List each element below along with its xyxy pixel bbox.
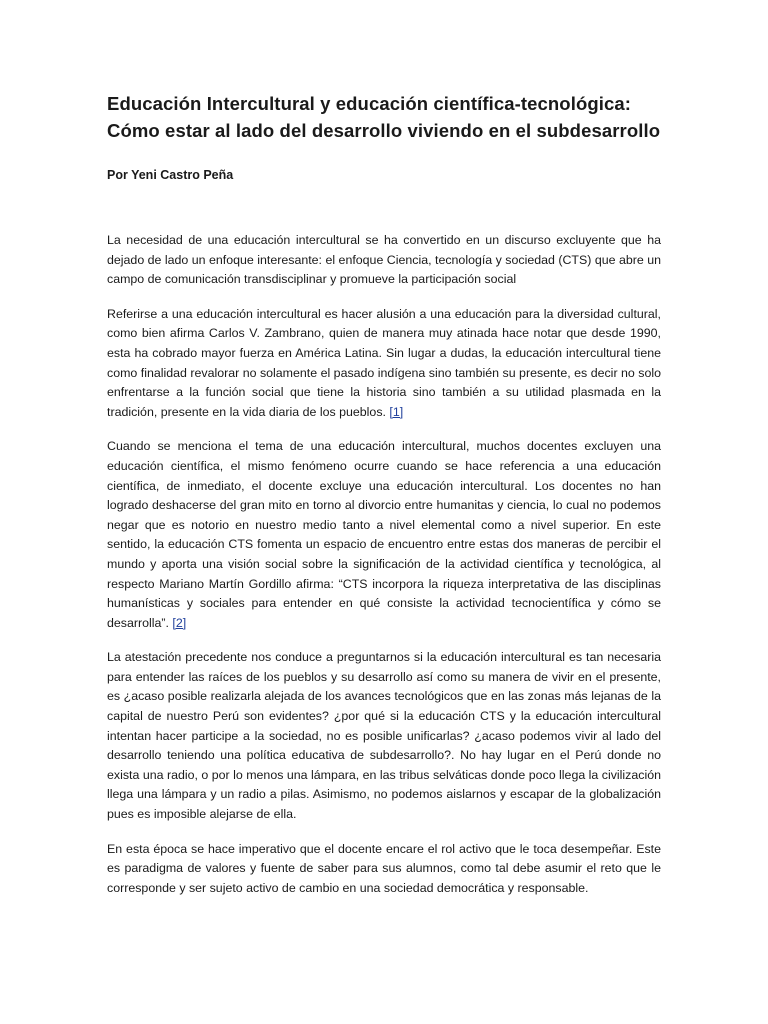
- document-body: [107, 231, 661, 898]
- author-line: Por Yeni Castro Peña: [107, 168, 234, 182]
- paragraph-text: La atestación precedente nos conduce a preguntarnos si la educación intercultural es tan necesaria para entender las raíces de los pueblos y su desarrollo así como su manera de vivir en el presente, es ¿acaso posible realizarla alejada de los avances tecnológicos que en las zonas más lejanas de la capital de nuestro Perú son evidentes? ¿por qué si la educación CTS y la educación intercultural intentan hacer participe a la sociedad, no es posible unificarlas? ¿acaso podemos vivir al lado del desarrollo teniendo una política educativa de subdesarrollo?. No hay lugar en el Perú donde no exista una radio, o por lo menos una lámpara, en las tribus selváticas donde poco llega la civilización llega una lámpara y un radio a pilas. Asimismo, no podemos aislarnos y escapar de la globalización pues es imposible alejarse de ella.: [107, 650, 661, 822]
- paragraph-text: En esta época se hace imperativo que el docente encare el rol activo que le toca desempeñar. Este es paradigma de valores y fuente de saber para sus alumnos, como tal debe asumir el reto que le corresponde y ser sujeto activo de cambio en una sociedad democrática y responsable.: [107, 841, 661, 895]
- document-title: Educación Intercultural y educación científica-tecnológica: Cómo estar al lado del desarrollo viviendo en el subdesarrollo: [107, 93, 661, 141]
- paragraph-1: [107, 231, 661, 290]
- footnote-link-1[interactable]: [1]: [389, 404, 404, 419]
- paragraph-3: [107, 437, 661, 633]
- paragraph-text: Referirse a una educación intercultural es hacer alusión a una educación para la diversidad cultural, como bien afirma Carlos V. Zambrano, quien de manera muy atinada hace notar que desde 1990, esta ha cobrado mayor fuerza en América Latina. Sin lugar a dudas, la educación intercultural tiene como finalidad revalorar no solamente el pasado indígena sino también su presente, es decir no solo enfrentarse a la función social que tiene la historia sino también a su utilidad plasmada en la tradición, presente en la vida diaria de los pueblos.: [107, 306, 661, 419]
- paragraph-2: [107, 305, 661, 423]
- paragraph-5: [107, 840, 661, 899]
- paragraph-text: Cuando se menciona el tema de una educación intercultural, muchos docentes excluyen una educación científica, el mismo fenómeno ocurre cuando se hace referencia a una educación científica, de inmediato, el docente excluye una educación intercultural. Los docentes no han logrado deshacerse del gran mito en torno al divorcio entre humanitas y ciencia, lo cual no podemos negar que es notorio en nuestro medio tanto a nivel elemental como a nivel superior. En este sentido, la educación CTS fomenta un espacio de encuentro entre estas dos maneras de percibir el mundo y aporta una visión social sobre la significación de la actividad científica y tecnológica, al respecto Mariano Martín Gordillo afirma: “CTS incorpora la riqueza interpretativa de las disciplinas humanísticas y sociales para entender en qué consiste la actividad tecnocientífica y cómo se desarrolla”.: [107, 439, 661, 630]
- paragraph-text: La necesidad de una educación intercultural se ha convertido en un discurso excluyente que ha dejado de lado un enfoque interesante: el enfoque Ciencia, tecnología y sociedad (CTS) que abre un campo de comunicación transdisciplinar y promueve la participación social: [107, 233, 661, 287]
- paragraph-4: [107, 648, 661, 824]
- footnote-link-2[interactable]: [2]: [172, 615, 187, 630]
